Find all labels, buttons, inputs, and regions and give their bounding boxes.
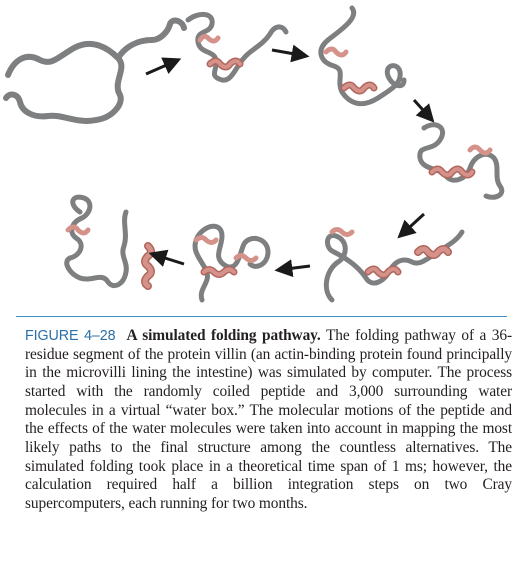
structure-stage-1-random-coil: [6, 21, 184, 121]
structure-stage-3: [321, 8, 404, 104]
structure-stage-7-final-fold: [67, 197, 151, 286]
figure-caption: [25, 327, 512, 514]
structure-stage-2: [188, 14, 286, 80]
arrow-icon: [272, 50, 306, 56]
figure-title: A simulated folding pathway.: [126, 327, 321, 344]
structure-stage-5: [326, 230, 462, 301]
arrow-icon: [152, 254, 184, 264]
arrow-icon: [146, 60, 178, 74]
arrow-icon: [278, 266, 310, 270]
arrow-icon: [400, 214, 424, 236]
structure-stage-4: [420, 125, 502, 197]
caption-divider: [16, 316, 507, 317]
structure-stage-6: [195, 226, 268, 300]
arrow-icon: [414, 100, 432, 120]
figure-label: FIGURE 4–28: [25, 328, 116, 344]
figure-caption-body: The folding pathway of a 36-residue segment of the protein villin (an actin-binding protein found principally in the microvilli lining the intestine) was simulated by computer. The process started with the randomly coiled peptide and 3,000 surrounding water molecules in a virtual “water box.” The molecular motions of the peptide and the effects of the water molecules were taken into account in mapping the most likely paths to the final structure among the countless alternatives. The simulated folding took place in a theoretical time span of 1 ms; however, the calculation required half a billion integration steps on two Cray supercomputers, each running for two months.: [25, 327, 512, 512]
